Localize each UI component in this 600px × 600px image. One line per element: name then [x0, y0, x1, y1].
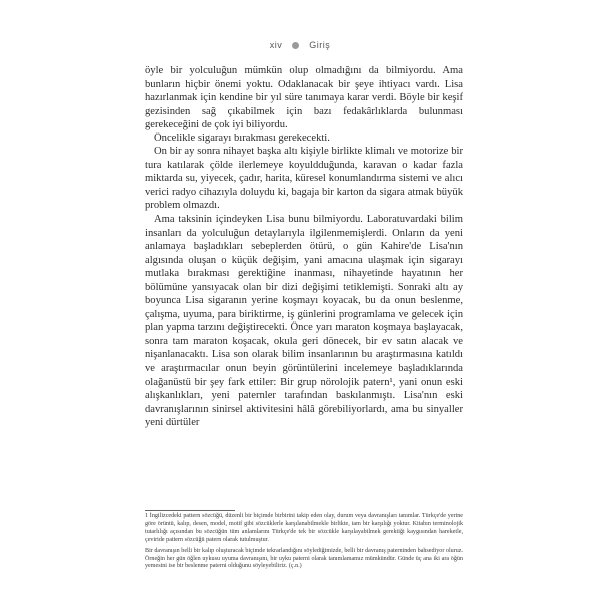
paragraph-4: Ama taksinin içindeyken Lisa bunu bilmiyordu. Laboratuvardaki bilim insanları da yolculuğun detaylarıyla ilgilenmemişlerdi. Onların da yeni anlamaya başladıkları sebeplerden ötürü, o gün Kahire'de Lisa'nın algısında oluşan o küçük değişim, yani amacına ulaşmak için sigarayı mutlaka bırakması gerektiğine inanması, nihayetinde hayatının her bölümüne yansıyacak olan bir dizi değişimi tetiklemişti. Sonraki altı ay boyunca Lisa sigaranın yerine koşmayı koyacak, bu da onun beslenme, çalışma, uyuma, para biriktirme, iş günlerini programlama ve gelecek için plan yapma tarzını değiştirecekti. Önce yarı maraton koşmaya başlayacak, sonra tam maraton koşacak, okula geri dönecek, bir ev satın alacak ve nişanlanacaktı. Lisa son olarak bilim insanlarının bu araştırmasına katıldı ve araştırmacılar onun beyin görüntülerini incelemeye başladıklarında olağanüstü bir şey fark ettiler: Bir grup nörolojik patern¹, yani onun eski alışkanlıkları, yeni paternler tarafından baskılanmıştı. Lisa'nın eski davranışlarının sinirsel aktivitesini hâlâ görebiliyorlardı, ama bu sinyaller yeni dürtüler	[145, 214, 463, 429]
paragraph-3: On bir ay sonra nihayet başka altı kişiyle birlikte klimalı ve motorize bir tura katılarak çölde ilerlemeye koyuldduğunda, karavan o kadar fazla miktarda su, yiyecek, çadır, harita, küresel konumlandırma sistemi ve alıcı verici radyo cihazıyla doluydu ki, bagaja bir karton da sigara atmak büyük problem olmazdı.	[145, 146, 463, 212]
paragraph-1: öyle bir yolculuğun mümkün olup olmadığını da bilmiyordu. Ama bunların hiçbir önemi yoktu. Odaklanacak bir şeye ihtiyacı vardı. Lisa hazırlanmak için kendine bir yıl süre tanımaya karar verdi. Böyle bir keşif gezisinden sağ çıkabilmek için bazı fedakârlıklarda bulunması gerekeceğini de çok iyi biliyordu.	[145, 65, 463, 131]
footnote-1-continued: Bir davranışın belli bir kalıp oluşturacak biçimde tekrarlandığını söylediğimizde, belli bir davranış paterninden bahsediyor oluruz. Örneğin her gün öğlen uykusu uyuma davranışını, bir uyku paterni olarak tanımlamamız mümkündür. Günde üç ana iki ara öğün yemesini ise bir beslenme paterni olduğunu söyleyebiliriz. (ç.n.)	[145, 547, 463, 570]
bullet-dot-icon	[292, 42, 299, 49]
footnotes	[145, 513, 463, 574]
body-text	[145, 64, 463, 430]
paragraph-2: Öncelikle sigarayı bırakması gerekecekti.	[154, 132, 330, 144]
footnote-1: 1 İngilizcedeki pattern sözcüğü, düzenli bir biçimde birbirini takip eden olay, durum veya davranışları tanımlar. Türkçe'de yerine göre örüntü, kalıp, desen, model, motif gibi sözcüklerle karşılanabilmekle birlikte, tam bir karşılığı yoktur. Kitabın terminolojik tutarlılığı açısından bu sözcüğün tüm anlamlarını Türkçe'de tek bir sözcükle karşılayabilmek gerektiği kaygısından hareketle, çeviride pattern sözcüğü patern olarak tutulmuştur.	[145, 513, 463, 543]
page-number: xiv	[269, 40, 283, 50]
section-title: Giriş	[309, 40, 331, 50]
footnote-rule	[145, 510, 235, 511]
running-head	[0, 40, 600, 50]
